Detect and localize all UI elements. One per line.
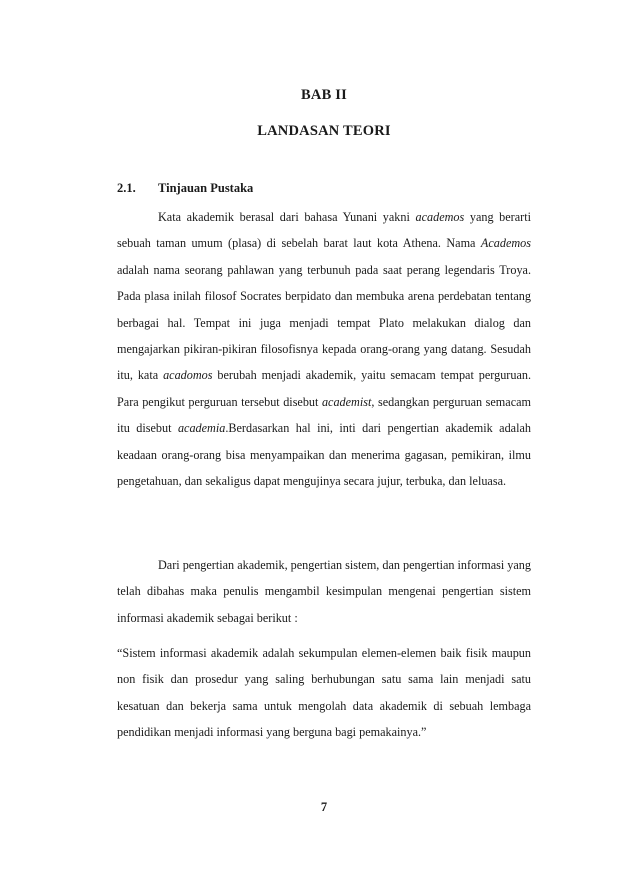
page-number: 7 (320, 800, 328, 814)
italic-term: academia (177, 421, 226, 436)
chapter-title: LANDASAN TEORI (257, 123, 391, 139)
text-run: , sedangkan perguruan semacam itu disebut (117, 394, 531, 436)
paragraph-conclusion-intro: Dari pengertian akademik, pengertian sistem, dan pengertian informasi yang telah dibahas maka penulis mengambil kesimpulan mengenai pengertian sistem informasi akademik sebagai berikut : (117, 558, 531, 625)
text-run: .Berdasarkan hal ini, inti dari pengertian akademik adalah keadaan orang-orang bisa menyampaikan dan menerima gagasan, pemikiran, ilmu pengetahuan, dan sekaligus dapat mengujinya secara jujur, terbuka, dan leluasa. (117, 421, 531, 489)
section-number: 2.1. (117, 181, 136, 195)
section-heading (117, 181, 531, 196)
definition-quote: “Sistem informasi akademik adalah sekumpulan elemen-elemen baik fisik maupun non fisik dan prosedur yang saling berhubungan satu sama lain menjadi satu kesatuan dan bekerja sama untuk mengolah data akademik di sebuah lembaga pendidikan menjadi informasi yang berguna bagi pemakainya.” (117, 646, 531, 740)
italic-term: Academos (480, 236, 531, 251)
text-run: adalah nama seorang pahlawan yang terbunuh pada saat perang legendaris Troya. Pada plasa inilah filosof Socrates berpidato dan membuka arena perdebatan tentang berbagai hal. Tempat ini juga menjadi tempat Plato melakukan dialog dan mengajarkan pikiran-pikiran filosofisnya kepada orang-orang yang datang. Sesudah itu, kata (117, 262, 531, 383)
italic-term: acadomos (163, 368, 213, 383)
italic-term: academist (321, 394, 372, 409)
text-run: yang berarti sebuah taman umum (plasa) di sebelah barat laut kota Athena. Nama (117, 210, 531, 251)
italic-term: academos (415, 210, 465, 224)
paragraph-academic-definition (117, 204, 531, 494)
text-run: berubah menjadi akademik, yaitu semacam tempat perguruan. Para pengikut perguruan tersebut disebut (117, 368, 531, 409)
section-title: Tinjauan Pustaka (158, 181, 254, 195)
text-run: Kata akademik berasal dari bahasa Yunani yakni (158, 210, 416, 224)
chapter-number: BAB II (301, 87, 347, 103)
